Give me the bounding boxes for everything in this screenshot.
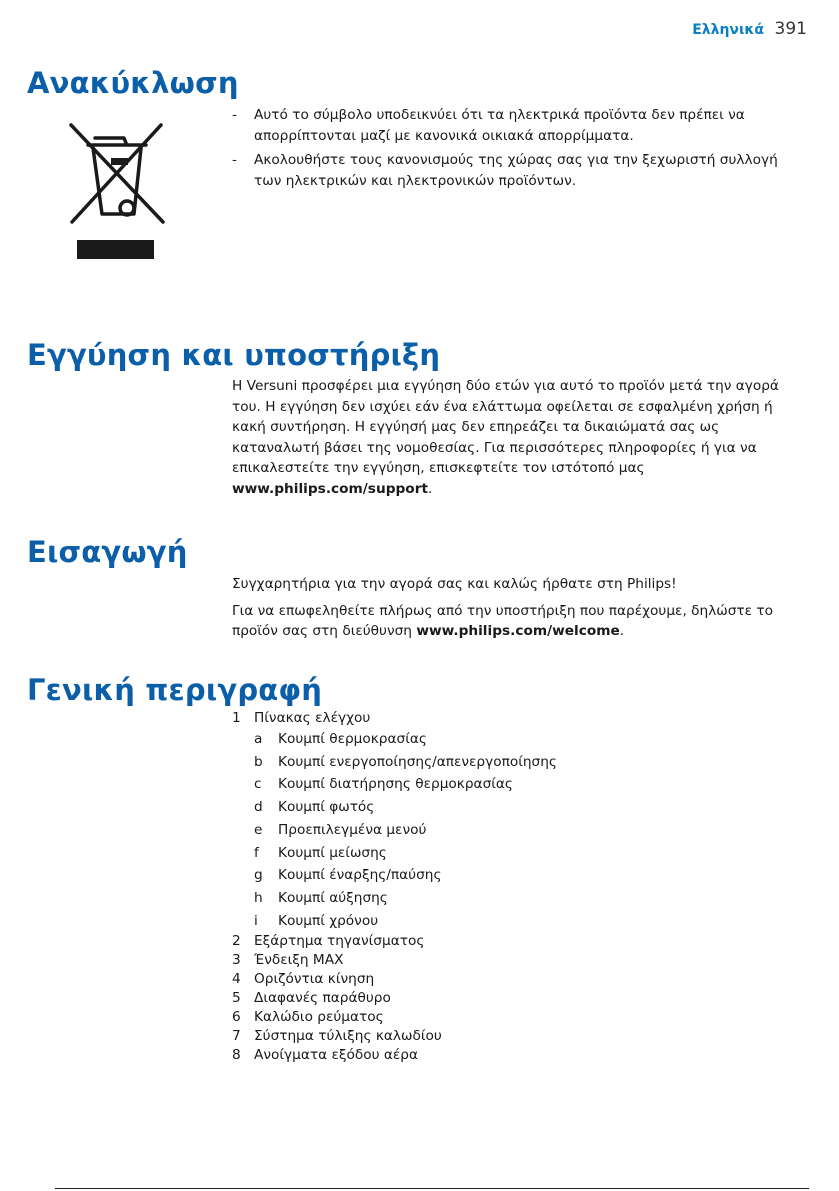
parts-item-number: 8 — [232, 1047, 241, 1064]
parts-subitem-letter: e — [254, 821, 263, 838]
parts-subitem-letter: a — [254, 731, 263, 747]
parts-subitem — [232, 842, 807, 865]
parts-item-number: 2 — [232, 933, 241, 950]
warranty-period: . — [427, 480, 433, 497]
parts-item-label: Διαφανές παράθυρο — [254, 990, 391, 1007]
intro-line-1: Συγχαρητήρια για την αγορά σας και καλώς ήρθατε στη Philips! — [232, 576, 677, 592]
parts-item — [232, 951, 807, 970]
intro-heading: Εισαγωγή — [27, 535, 188, 569]
recycling-bullets — [232, 105, 807, 195]
parts-subitem-letter: b — [254, 753, 263, 770]
warranty-text — [232, 376, 807, 505]
parts-subitem-letter: f — [254, 844, 259, 861]
crossed-out-wheelie-bin-icon — [66, 120, 166, 265]
recycling-bullet-text: Αυτό το σύμβολο υποδεικνύει ότι τα ηλεκτρικά προϊόντα δεν πρέπει να απορρίπτονται μαζί με κανονικά οικιακά απορρίμματα. — [254, 107, 745, 144]
overview-heading: Γενική περιγραφή — [27, 673, 323, 707]
recycling-bullet — [232, 105, 807, 146]
parts-subitem-letter: d — [254, 799, 263, 816]
parts-subitem-label: Κουμπί θερμοκρασίας — [278, 731, 427, 747]
recycling-bullet-text: Ακολουθήστε τους κανονισμούς της χώρας σας για την ξεχωριστή συλλογή των ηλεκτρικών και ηλεκτρονικών προϊόντων. — [254, 152, 778, 189]
header-language: Ελληνικά — [692, 22, 764, 38]
page-number: 391 — [774, 19, 807, 39]
parts-item-label: Ένδειξη MAX — [254, 952, 344, 969]
parts-item-number: 3 — [232, 952, 241, 969]
intro-text — [232, 574, 807, 648]
parts-item-number: 1 — [232, 710, 241, 726]
parts-subitem-label: Κουμπί έναρξης/παύσης — [278, 867, 442, 884]
warranty-paragraph: Η Versuni προσφέρει μια εγγύηση δύο ετών για αυτό το προϊόν μετά την αγορά του. Η εγγύηση δεν ισχύει εάν ένα ελάττωμα οφείλεται σε εσφαλμένη χρήση ή κακή συντήρηση. Η εγγύησή μας δεν επηρεάζει τα δικαιώματά σας ως καταναλωτή βάσει της νομοθεσίας. Για περισσότερες πληροφορίες ή για να επικαλεστείτε την εγγύηση, επισκεφτείτε τον ιστότοπό μας — [232, 378, 779, 476]
parts-item-label: Ανοίγματα εξόδου αέρα — [254, 1047, 419, 1064]
parts-item-label: Πίνακας ελέγχου — [254, 710, 371, 726]
intro-line-2: Για να επωφεληθείτε πλήρως από την υποστήριξη που παρέχουμε, δηλώστε το προϊόν σας στη διεύθυνση — [232, 602, 774, 639]
parts-item — [232, 970, 807, 989]
parts-item-label: Σύστημα τύλιξης καλωδίου — [254, 1028, 442, 1045]
parts-subitem-letter: h — [254, 889, 263, 906]
footer-rule — [55, 1188, 809, 1189]
parts-subitem — [232, 728, 807, 751]
recycling-heading: Ανακύκλωση — [27, 66, 239, 100]
parts-subitem — [232, 773, 807, 796]
warranty-heading: Εγγύηση και υποστήριξη — [27, 338, 441, 372]
parts-subitem-label: Κουμπί φωτός — [278, 799, 375, 816]
parts-subitem-label: Κουμπί ενεργοποίησης/απενεργοποίησης — [278, 753, 557, 770]
parts-subitem-letter: g — [254, 867, 263, 884]
parts-item — [232, 989, 807, 1008]
intro-period: . — [619, 623, 625, 639]
parts-item — [232, 1027, 807, 1046]
parts-subitem-label: Κουμπί χρόνου — [278, 912, 379, 929]
parts-item-label: Οριζόντια κίνηση — [254, 971, 375, 988]
welcome-link[interactable]: www.philips.com/welcome — [416, 623, 620, 639]
parts-item-number: 5 — [232, 990, 241, 1007]
parts-subitem — [232, 887, 807, 910]
recycling-bullet — [232, 150, 807, 191]
parts-subitem-label: Κουμπί αύξησης — [278, 889, 388, 906]
parts-subitem-label: Κουμπί μείωσης — [278, 844, 387, 861]
parts-list — [232, 709, 807, 1065]
parts-subitem — [232, 819, 807, 842]
parts-subitem-label: Προεπιλεγμένα μενού — [278, 821, 427, 838]
parts-item-number: 6 — [232, 1009, 241, 1026]
parts-item-number: 7 — [232, 1028, 241, 1045]
parts-subitem — [232, 910, 807, 933]
parts-item — [232, 932, 807, 951]
bullet-dash: - — [232, 152, 237, 168]
parts-item — [232, 1046, 807, 1065]
parts-subitem — [232, 751, 807, 774]
parts-subitem-label: Κουμπί διατήρησης θερμοκρασίας — [278, 776, 513, 793]
parts-item-label: Καλώδιο ρεύματος — [254, 1009, 384, 1026]
parts-subitem — [232, 796, 807, 819]
support-link[interactable]: www.philips.com/support — [232, 480, 428, 497]
parts-item — [232, 1008, 807, 1027]
parts-subitem-letter: i — [254, 912, 258, 929]
bullet-dash: - — [232, 107, 237, 123]
parts-item-label: Εξάρτημα τηγανίσματος — [254, 933, 425, 950]
parts-item — [232, 709, 807, 728]
parts-subitem — [232, 864, 807, 887]
parts-item-number: 4 — [232, 971, 241, 988]
parts-subitem-letter: c — [254, 776, 262, 793]
